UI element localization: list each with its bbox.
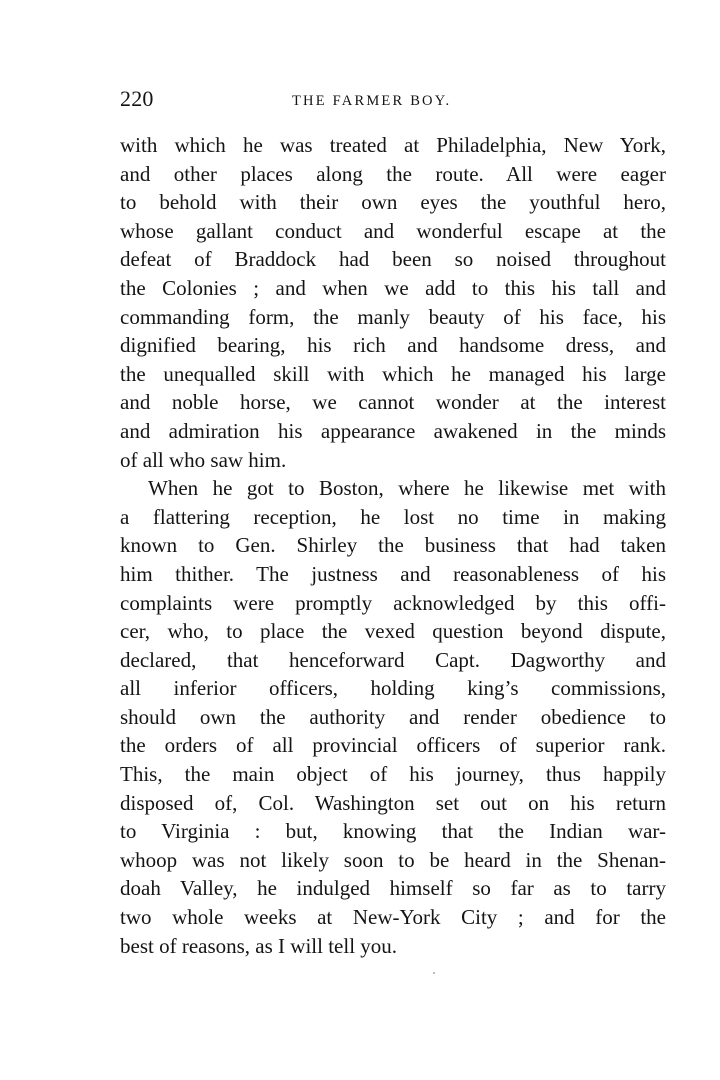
print-speck: [433, 972, 435, 974]
paragraph-start-line: When he got to Boston, where he likewise met with: [148, 476, 666, 501]
text-line: known to Gen. Shirley the business that had taken: [120, 533, 666, 558]
text-line: disposed of, Col. Washington set out on his return: [120, 790, 666, 815]
body-text: [120, 131, 666, 960]
text-line: should own the authority and render obedience to: [120, 704, 666, 729]
text-line: dignified bearing, his rich and handsome dress, and: [120, 333, 666, 358]
text-line: defeat of Braddock had been so noised throughout: [120, 247, 666, 272]
paragraph-end-line: of all who saw him.: [120, 447, 287, 472]
text-line: declared, that henceforward Capt. Dagworthy and: [120, 647, 666, 672]
running-title: THE FARMER BOY.: [292, 93, 452, 109]
text-line: a flattering reception, he lost no time in making: [120, 504, 666, 529]
text-line: to Virginia : but, knowing that the Indian war-: [120, 819, 666, 844]
paragraph-end-line: best of reasons, as I will tell you.: [120, 933, 398, 958]
text-line: doah Valley, he indulged himself so far as to tarry: [120, 876, 666, 901]
text-line: to behold with their own eyes the youthful hero,: [120, 190, 666, 215]
running-head: [120, 84, 666, 114]
text-line: whoop was not likely soon to be heard in the Shenan-: [120, 847, 666, 872]
text-line: the unequalled skill with which he managed his large: [120, 361, 666, 386]
text-line: him thither. The justness and reasonableness of his: [120, 561, 666, 586]
text-line: This, the main object of his journey, thus happily: [120, 762, 666, 787]
text-line: and noble horse, we cannot wonder at the interest: [120, 390, 666, 415]
text-line: all inferior officers, holding king’s commissions,: [120, 676, 666, 701]
text-line: commanding form, the manly beauty of his face, his: [120, 304, 666, 329]
text-line: and other places along the route. All were eager: [120, 161, 666, 186]
text-line: and admiration his appearance awakened in the minds: [120, 418, 666, 443]
text-line: the Colonies ; and when we add to this his tall and: [120, 275, 666, 300]
text-line: with which he was treated at Philadelphia, New York,: [120, 133, 666, 157]
text-line: cer, who, to place the vexed question beyond dispute,: [120, 619, 666, 644]
page-number: 220: [120, 86, 154, 111]
text-line: two whole weeks at New-York City ; and for the: [120, 905, 666, 930]
text-line: complaints were promptly acknowledged by this offi-: [120, 590, 666, 615]
text-line: the orders of all provincial officers of superior rank.: [120, 733, 666, 758]
text-line: whose gallant conduct and wonderful escape at the: [120, 218, 666, 243]
